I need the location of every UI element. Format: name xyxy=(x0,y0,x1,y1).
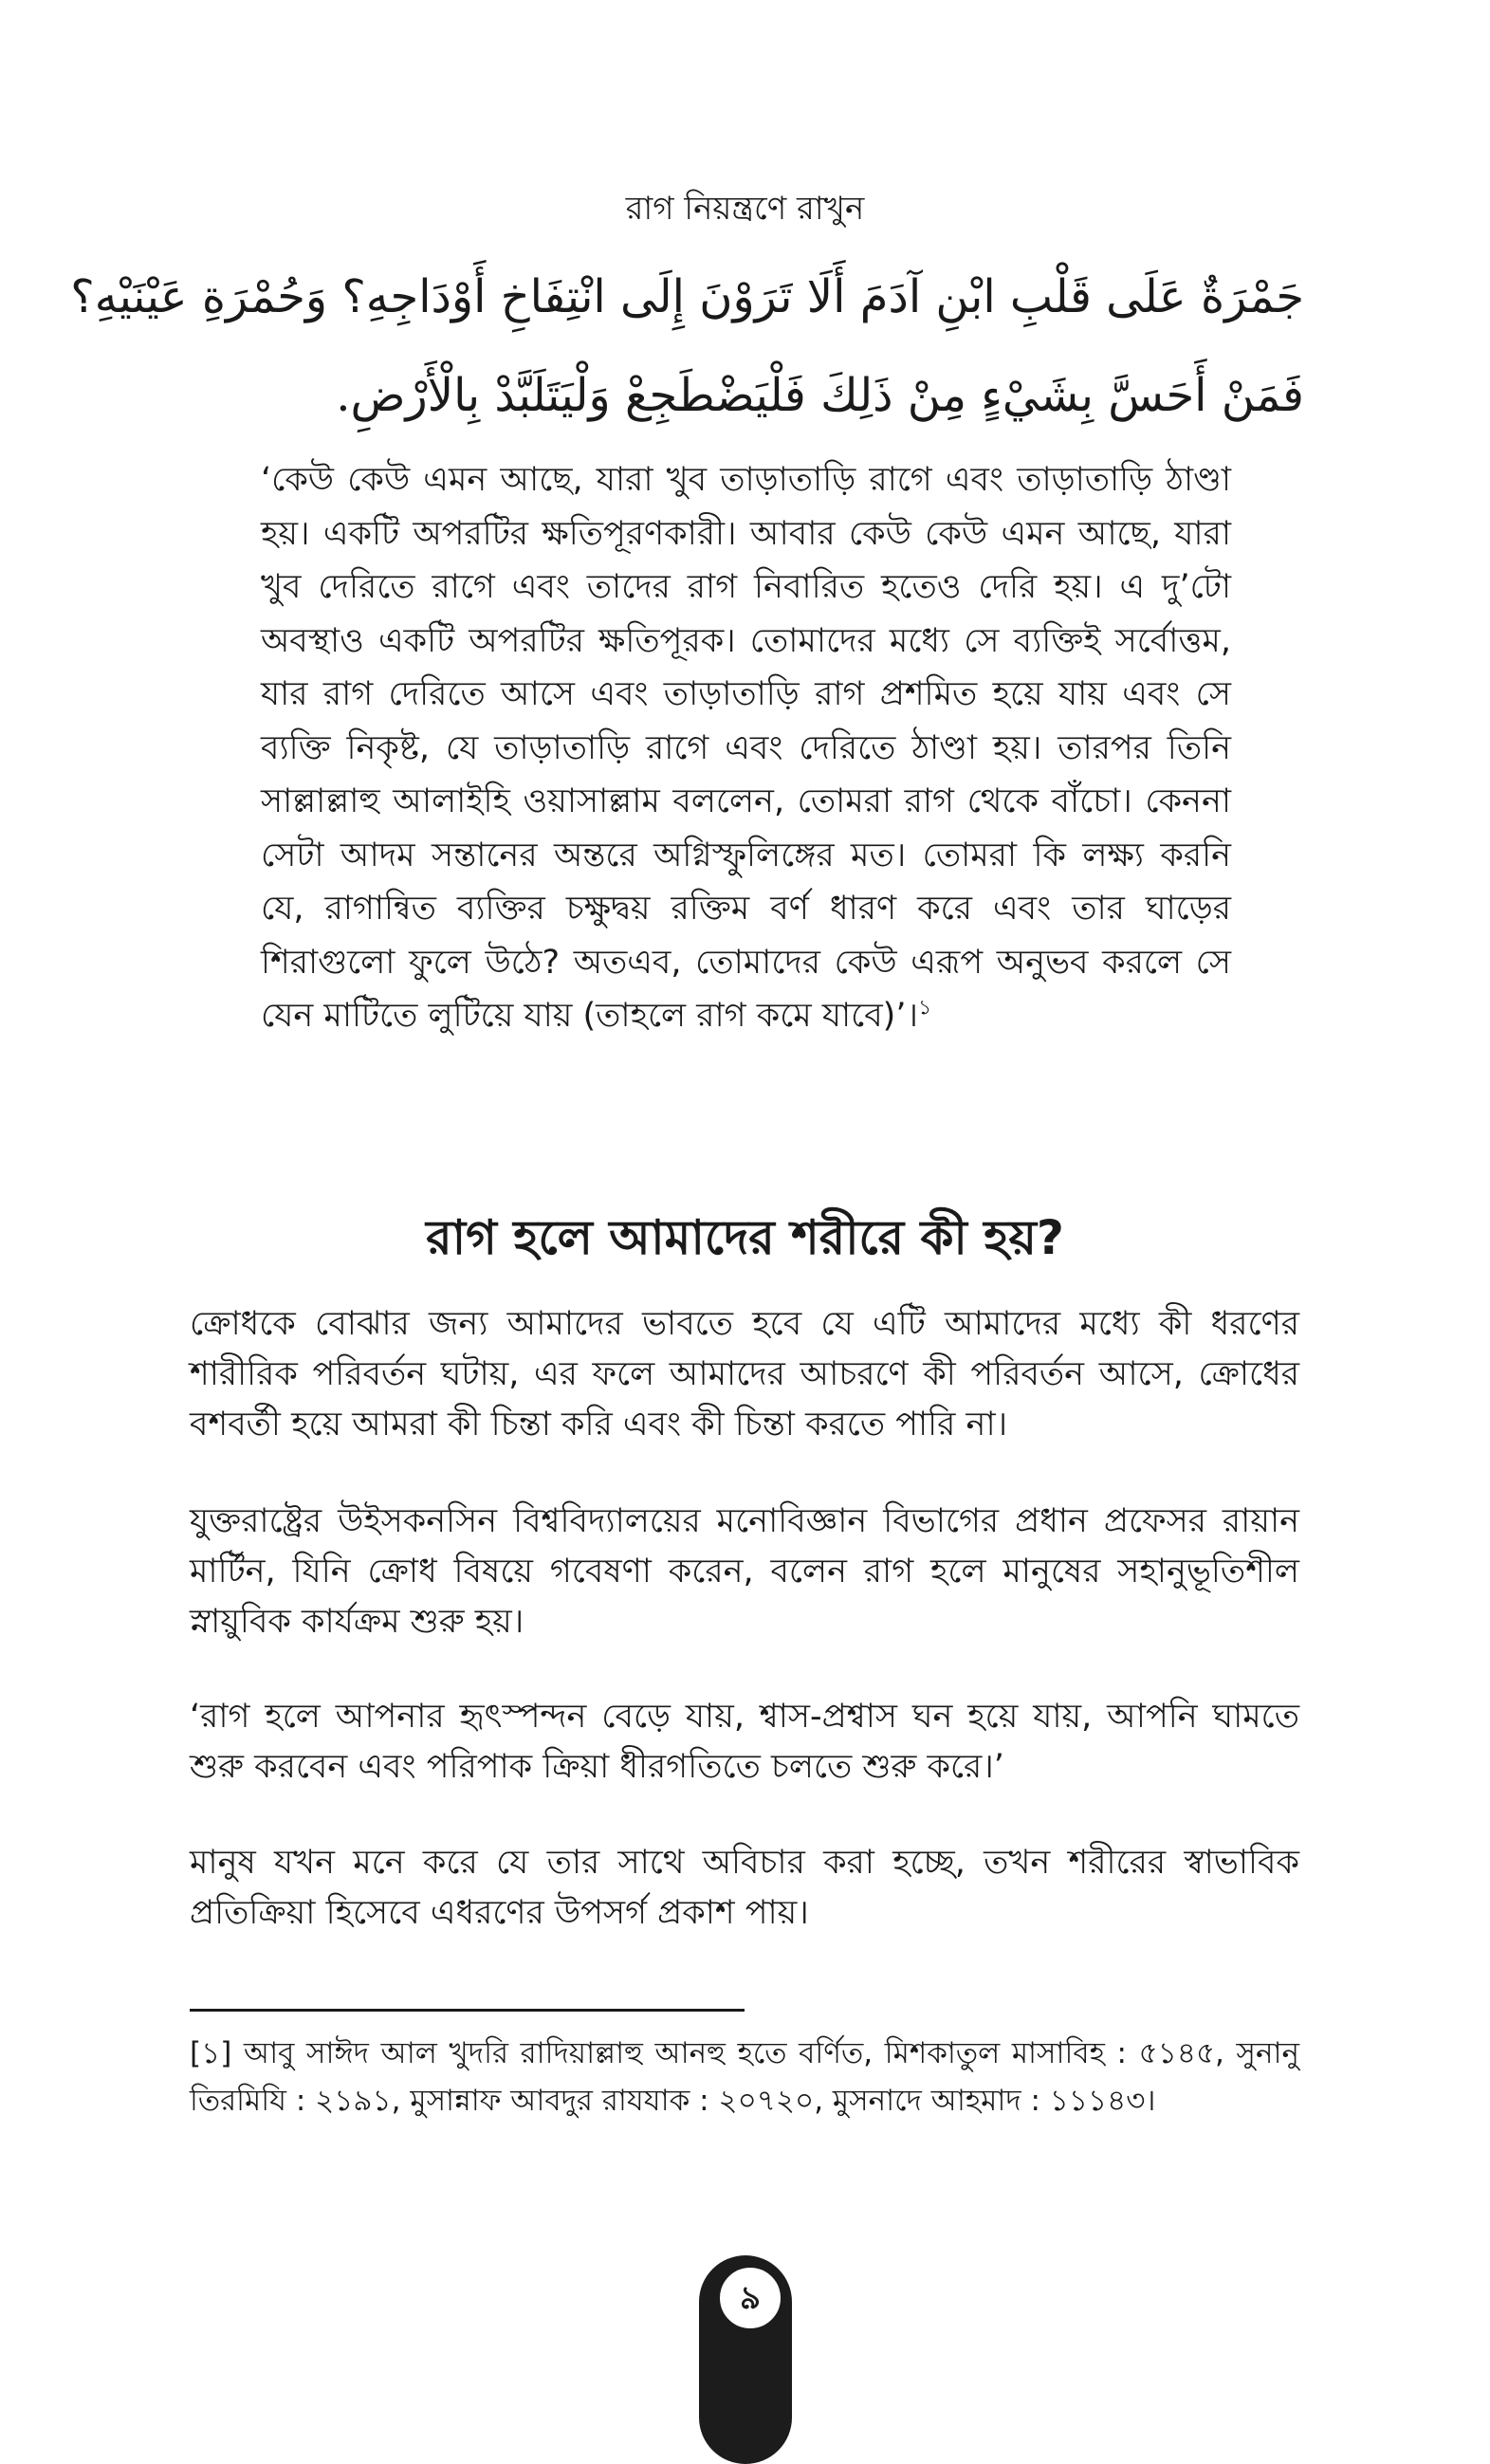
footnote-divider xyxy=(190,2009,745,2012)
footnote-marker: [১] xyxy=(190,2036,232,2070)
hadith-translation xyxy=(261,453,1231,1043)
footnote-text: আবু সাঈদ আল খুদরি রাদিয়াল্লাহু আনহু হতে বর্ণিত, মিশকাতুল মাসাবিহ : ৫১৪৫, সুনানু তিরমিযি : ২১৯১, মুসান্নাফ আবদুর রাযযাক : ২০৭২০, মুসনাদে আহমাদ : ১১১৪৩। xyxy=(190,2036,1299,2118)
footnote-reference[interactable]: ১ xyxy=(917,996,932,1021)
hadith-text: ‘কেউ কেউ এমন আছে, যারা খুব তাড়াতাড়ি রাগে এবং তাড়াতাড়ি ঠাণ্ডা হয়। একটি অপরটির ক্ষতিপূরণকারী। আবার কেউ কেউ এমন আছে, যারা খুব দেরিতে রাগে এবং তাদের রাগ নিবারিত হতেও দেরি হয়। এ দু’টো অবস্থাও একটি অপরটির ক্ষতিপূরক। তোমাদের মধ্যে সে ব্যক্তিই সর্বোত্তম, যার রাগ দেরিতে আসে এবং তাড়াতাড়ি রাগ প্রশমিত হয়ে যায় এবং সে ব্যক্তি নিকৃষ্ট, যে তাড়াতাড়ি রাগে এবং দেরিতে ঠাণ্ডা হয়। তারপর তিনি সাল্লাল্লাহু আলাইহি ওয়াসাল্লাম বললেন, তোমরা রাগ থেকে বাঁচো। কেননা সেটা আদম সন্তানের অন্তরে অগ্নিস্ফুলিঙ্গের মত। তোমরা কি লক্ষ্য করনি যে, রাগান্বিত ব্যক্তির চক্ষুদ্বয় রক্তিম বর্ণ ধারণ করে এবং তার ঘাড়ের শিরাগুলো ফুলে উঠে? অতএব, তোমাদের কেউ এরূপ অনুভব করলে সে যেন মাটিতে লুটিয়ে যায় (তাহলে রাগ কমে যাবে)’। xyxy=(261,461,1231,1035)
section-heading: রাগ হলে আমাদের শরীরে কী হয়? xyxy=(426,1210,1064,1265)
body-paragraph-2: যুক্তরাষ্ট্রের উইসকনসিন বিশ্ববিদ্যালয়ের মনোবিজ্ঞান বিভাগের প্রধান প্রফেসর রায়ান মার্টিন, যিনি ক্রোধ বিষয়ে গবেষণা করেন, বলেন রাগ হলে মানুষের সহানুভূতিশীল স্নায়ুবিক কার্যক্রম শুরু হয়। xyxy=(190,1502,1299,1641)
arabic-hadith-line-2: فَمَنْ أَحَسَّ بِشَيْءٍ مِنْ ذَلِكَ فَلْيَضْطَجِعْ وَلْيَتَلَبَّدْ بِالْأَرْضِ. xyxy=(336,369,1304,422)
body-paragraph-1: ক্রোধকে বোঝার জন্য আমাদের ভাবতে হবে যে এটি আমাদের মধ্যে কী ধরণের শারীরিক পরিবর্তন ঘটায়, এর ফলে আমাদের আচরণে কী পরিবর্তন আসে, ক্রোধের বশবর্তী হয়ে আমরা কী চিন্তা করি এবং কী চিন্তা করতে পারি না। xyxy=(190,1305,1299,1443)
footnote xyxy=(190,2030,1299,2124)
body-paragraph-3: ‘রাগ হলে আপনার হৃৎস্পন্দন বেড়ে যায়, শ্বাস-প্রশ্বাস ঘন হয়ে যায়, আপনি ঘামতে শুরু করবেন এবং পরিপাক ক্রিয়া ধীরগতিতে চলতে শুরু করে।’ xyxy=(190,1698,1299,1786)
running-header: রাগ নিয়ন্ত্রণে রাখুন xyxy=(625,190,865,228)
page-number: ৯ xyxy=(715,2263,785,2333)
arabic-hadith-line-1: جَمْرَةٌ عَلَى قَلْبِ ابْنِ آدَمَ أَلَا تَرَوْنَ إِلَى انْتِفَاخِ أَوْدَاجِهِ؟ وَحُمْرَةِ عَيْنَيْهِ؟ xyxy=(70,270,1304,323)
body-paragraph-4: মানুষ যখন মনে করে যে তার সাথে অবিচার করা হচ্ছে, তখন শরীরের স্বাভাবিক প্রতিক্রিয়া হিসেবে এধরণের উপসর্গ প্রকাশ পায়। xyxy=(190,1844,1299,1932)
